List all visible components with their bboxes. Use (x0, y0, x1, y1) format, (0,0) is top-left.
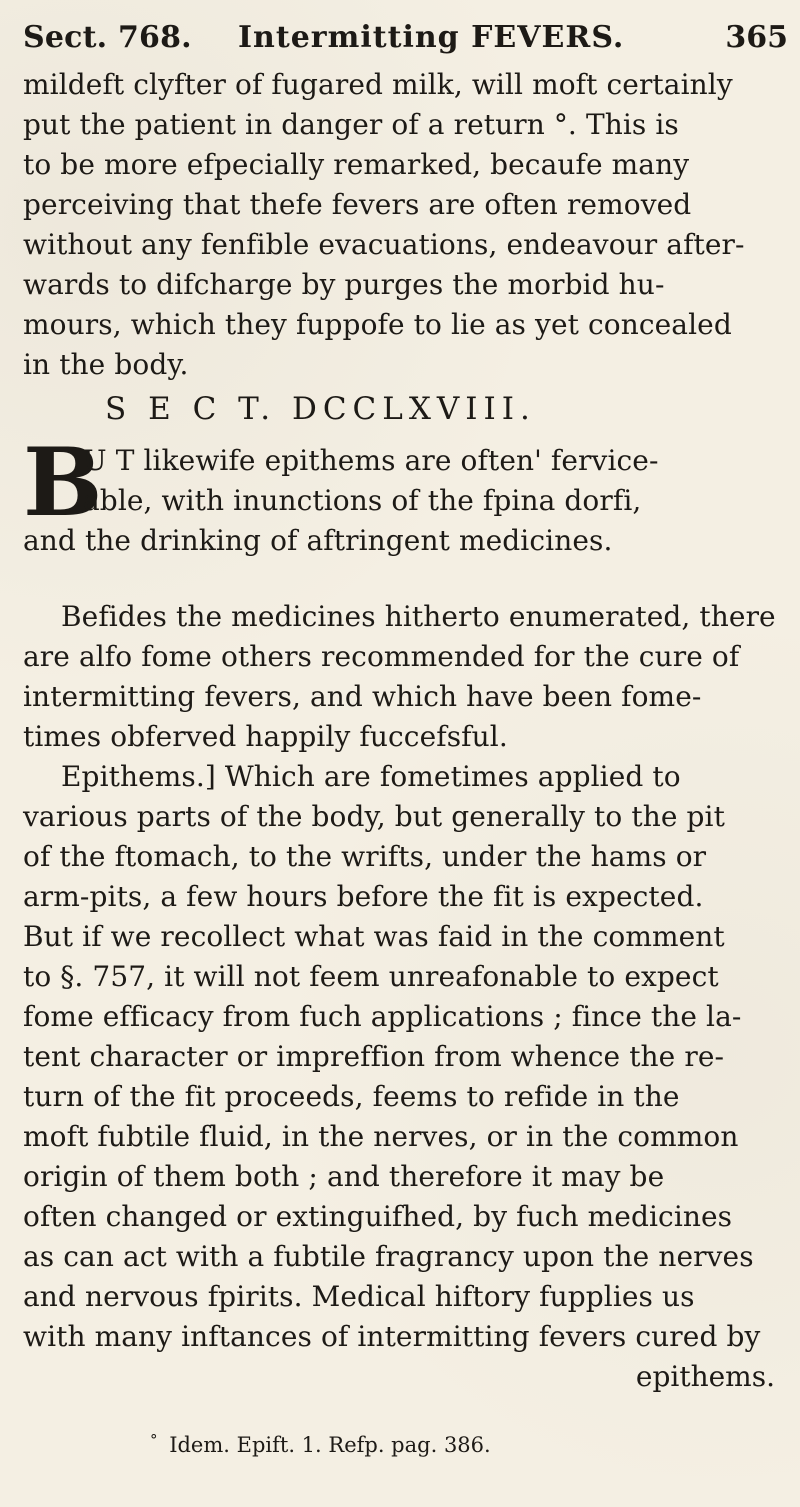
commentary-line-18: and nervous fpirits. Medical hiftory fupplies us (23, 1280, 695, 1313)
commentary-line-3: intermitting fevers, and which have been fome- (23, 680, 702, 713)
section-heading: S E C T. DCCLXVIII. (105, 391, 536, 427)
commentary-line-7: of the ftomach, to the wrifts, under the hams or (23, 840, 707, 873)
commentary-line-17: as can act with a fubtile fragrancy upon the nerves (23, 1240, 754, 1273)
drop-cap: B (23, 428, 103, 538)
commentary-line-6: various parts of the body, but generally to the pit (23, 800, 725, 833)
aphorism-line-3: and the drinking of aftringent medicines. (23, 524, 613, 557)
commentary-line-4: times obferved happily fuccefsful. (23, 720, 508, 753)
intro-line-7: mours, which they fuppofe to lie as yet concealed (23, 308, 732, 341)
footnote-text: Idem. Epift. 1. Refp. pag. 386. (169, 1433, 491, 1457)
intro-line-1: mildeft clyfter of fugared milk, will moft certainly (23, 68, 733, 101)
commentary-line-1: Befides the medicines hitherto enumerated, there (61, 600, 776, 633)
intro-line-8: in the body. (23, 348, 189, 381)
page-number: 365 (725, 20, 788, 55)
commentary-line-8: arm-pits, a few hours before the fit is expected. (23, 880, 704, 913)
commentary-line-16: often changed or extinguifhed, by fuch medicines (23, 1200, 733, 1233)
commentary-line-5: Epithems.] Which are fometimes applied to (61, 760, 681, 793)
commentary-line-12: tent character or impreffion from whence the re- (23, 1040, 725, 1073)
commentary-line-14: moft fubtile fluid, in the nerves, or in the common (23, 1120, 739, 1153)
commentary-line-19: with many inftances of intermitting fevers cured by (23, 1320, 761, 1353)
commentary-line-10: to §. 757, it will not feem unreafonable to expect (23, 960, 719, 993)
section-reference: Sect. 768. (23, 20, 192, 55)
page-header (23, 14, 788, 62)
commentary-line-15: origin of them both ; and therefore it may be (23, 1160, 665, 1193)
intro-line-5: without any fenfible evacuations, endeavour after- (23, 228, 745, 261)
commentary-line-13: turn of the fit proceeds, feems to refide in the (23, 1080, 680, 1113)
aphorism-line-1: U T likewife epithems are often' fervice- (83, 444, 659, 477)
commentary-line-11: fome efficacy from fuch applications ; fince the la- (23, 1000, 742, 1033)
intro-line-3: to be more efpecially remarked, becaufe many (23, 148, 690, 181)
footnote (150, 1423, 710, 1462)
aphorism-line-2: able, with inunctions of the fpina dorfi, (83, 484, 642, 517)
running-title: Intermitting FEVERS. (238, 20, 625, 55)
intro-line-4: perceiving that thefe fevers are often removed (23, 188, 692, 221)
commentary-line-9: But if we recollect what was faid in the comment (23, 920, 725, 953)
intro-line-2: put the patient in danger of a return °. This is (23, 108, 679, 141)
final-word: epithems. (635, 1360, 775, 1393)
commentary-line-2: are alfo fome others recommended for the cure of (23, 640, 740, 673)
footnote-mark: ° (150, 1431, 158, 1449)
intro-line-6: wards to difcharge by purges the morbid hu- (23, 268, 665, 301)
